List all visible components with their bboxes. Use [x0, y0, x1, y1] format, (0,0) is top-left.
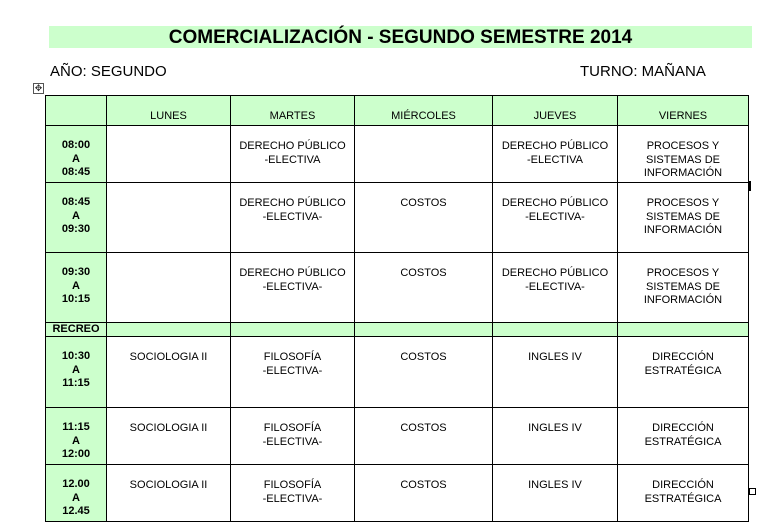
cell-text-line: SOCIOLOGIA II [129, 422, 208, 434]
class-cell [355, 465, 493, 522]
class-cell [618, 337, 749, 408]
cell-text-line: 12:00 [61, 448, 91, 460]
day-header: VIERNES [618, 96, 749, 126]
cell-text-line: PROCESOS Y [646, 267, 720, 279]
cell-text-line: PROCESOS Y [646, 140, 720, 152]
cell-text-line: -ELECTIVA- [262, 435, 323, 448]
class-cell [107, 408, 231, 465]
header-row [46, 96, 749, 126]
cell-text-line: ESTRATÉGICA [644, 492, 722, 505]
cell-text-line: 09:30 [61, 266, 91, 278]
class-cell [107, 337, 231, 408]
cell-text-line: SISTEMAS DE [646, 280, 720, 293]
class-cell [107, 126, 231, 183]
cell-text-line: SISTEMAS DE [646, 210, 720, 223]
cell-text-line: 11:15 [62, 377, 90, 389]
cell-text-line: DERECHO PÚBLICO [239, 197, 346, 209]
recess-cell [107, 323, 231, 337]
class-cell [231, 183, 355, 253]
schedule-row [46, 183, 749, 253]
cell-text-line: -ELECTIVA- [262, 280, 323, 293]
time-slot-cell [46, 253, 107, 323]
cell-text-line: DIRECCIÓN [652, 479, 714, 491]
class-cell [107, 253, 231, 323]
cell-text-line: COSTOS [400, 422, 447, 434]
day-header: LUNES [107, 96, 231, 126]
class-cell [107, 465, 231, 522]
class-cell [618, 465, 749, 522]
year-label: AÑO: SEGUNDO [50, 63, 167, 80]
cell-text-line: -ELECTIVA- [262, 210, 323, 223]
recess-cell [355, 323, 493, 337]
cell-text-line: INFORMACIÓN [643, 224, 723, 236]
cell-text-line: 08:45 [61, 166, 91, 178]
schedule-row [46, 337, 749, 408]
cell-text-line: INGLES IV [528, 422, 582, 434]
recess-cell [493, 323, 618, 337]
schedule-row [46, 465, 749, 522]
table-move-handle-icon[interactable]: ✥ [34, 83, 43, 93]
recess-label: RECREO [46, 323, 107, 337]
cell-text-line: ESTRATÉGICA [644, 364, 722, 377]
class-cell [493, 465, 618, 522]
class-cell [355, 408, 493, 465]
class-cell [618, 408, 749, 465]
document-title: COMERCIALIZACIÓN - SEGUNDO SEMESTRE 2014 [49, 26, 752, 48]
cell-text-line: A [72, 491, 80, 504]
cell-text-line: COSTOS [400, 267, 447, 279]
cell-text-line: FILOSOFÍA [263, 422, 322, 434]
cell-text-line: A [72, 363, 80, 376]
cell-text-line: FILOSOFÍA [263, 479, 322, 491]
cell-text-line: 08:00 [61, 139, 91, 151]
class-cell [493, 253, 618, 323]
cell-text-line: DIRECCIÓN [652, 351, 714, 363]
cell-text-line: -ELECTIVA- [525, 280, 585, 293]
class-cell [231, 465, 355, 522]
cell-text-line: 12.00 [62, 478, 90, 490]
cell-text-line: SOCIOLOGIA II [129, 479, 208, 491]
class-cell [493, 408, 618, 465]
class-cell [618, 183, 749, 253]
cell-text-line: DERECHO PÚBLICO [239, 140, 346, 152]
cell-text-line: INFORMACIÓN [643, 294, 723, 306]
cell-text-line: A [72, 434, 80, 447]
class-cell [231, 408, 355, 465]
cell-text-line: COSTOS [400, 479, 447, 491]
class-cell [231, 126, 355, 183]
cell-text-line: 12.45 [62, 505, 90, 517]
recess-row [46, 323, 749, 337]
cell-text-line: 09:30 [61, 223, 91, 235]
class-cell [493, 183, 618, 253]
class-cell [107, 183, 231, 253]
class-cell [355, 253, 493, 323]
time-slot-cell [46, 126, 107, 183]
class-cell [355, 126, 493, 183]
class-cell [355, 183, 493, 253]
cell-text-line: A [72, 279, 80, 292]
cell-text-line: DIRECCIÓN [652, 422, 714, 434]
cell-text-line: INGLES IV [528, 351, 582, 363]
cell-text-line: DERECHO PÚBLICO [501, 267, 609, 279]
cell-text-line: FILOSOFÍA [263, 351, 322, 363]
class-cell [618, 126, 749, 183]
schedule-row [46, 126, 749, 183]
recess-cell [231, 323, 355, 337]
cell-text-line: -ELECTIVA [264, 153, 321, 166]
time-slot-cell [46, 183, 107, 253]
class-cell [493, 126, 618, 183]
cell-text-line: -ELECTIVA- [525, 210, 585, 223]
time-slot-cell [46, 465, 107, 522]
cell-text-line: DERECHO PÚBLICO [501, 197, 609, 209]
cell-text-line: COSTOS [400, 197, 447, 209]
class-cell [231, 337, 355, 408]
table-resize-handle[interactable] [749, 488, 756, 495]
schedule-row [46, 253, 749, 323]
cell-text-line: SISTEMAS DE [646, 153, 720, 166]
time-slot-cell [46, 408, 107, 465]
class-cell [355, 337, 493, 408]
day-header: MIÉRCOLES [355, 96, 493, 126]
cell-text-line: 08:45 [61, 196, 91, 208]
cell-text-line: A [72, 209, 80, 222]
cell-text-line: -ELECTIVA- [262, 492, 323, 505]
time-slot-cell [46, 337, 107, 408]
class-cell [618, 253, 749, 323]
header-corner-cell [46, 96, 107, 126]
cell-text-line: -ELECTIVA- [262, 364, 323, 377]
cell-text-line: 10:15 [61, 293, 91, 305]
cell-text-line: INGLES IV [528, 479, 582, 491]
cell-text-line: 11:15 [62, 421, 90, 433]
cell-text-line: DERECHO PÚBLICO [501, 140, 609, 152]
cell-text-line: PROCESOS Y [646, 197, 720, 209]
cell-text-line: SOCIOLOGIA II [129, 351, 208, 363]
cell-text-line: INFORMACIÓN [643, 167, 723, 179]
class-cell [493, 337, 618, 408]
day-header: MARTES [231, 96, 355, 126]
cell-text-line: DERECHO PÚBLICO [239, 267, 346, 279]
recess-cell [618, 323, 749, 337]
class-cell [231, 253, 355, 323]
shift-label: TURNO: MAÑANA [580, 63, 706, 80]
schedule-row [46, 408, 749, 465]
cell-text-line: -ELECTIVA [526, 153, 584, 166]
cell-text-line: A [72, 152, 80, 165]
cell-text-line: ESTRATÉGICA [644, 435, 722, 448]
cell-text-line: 10:30 [61, 350, 91, 362]
schedule-table [45, 95, 749, 522]
day-header: JUEVES [493, 96, 618, 126]
cell-text-line: COSTOS [400, 351, 447, 363]
